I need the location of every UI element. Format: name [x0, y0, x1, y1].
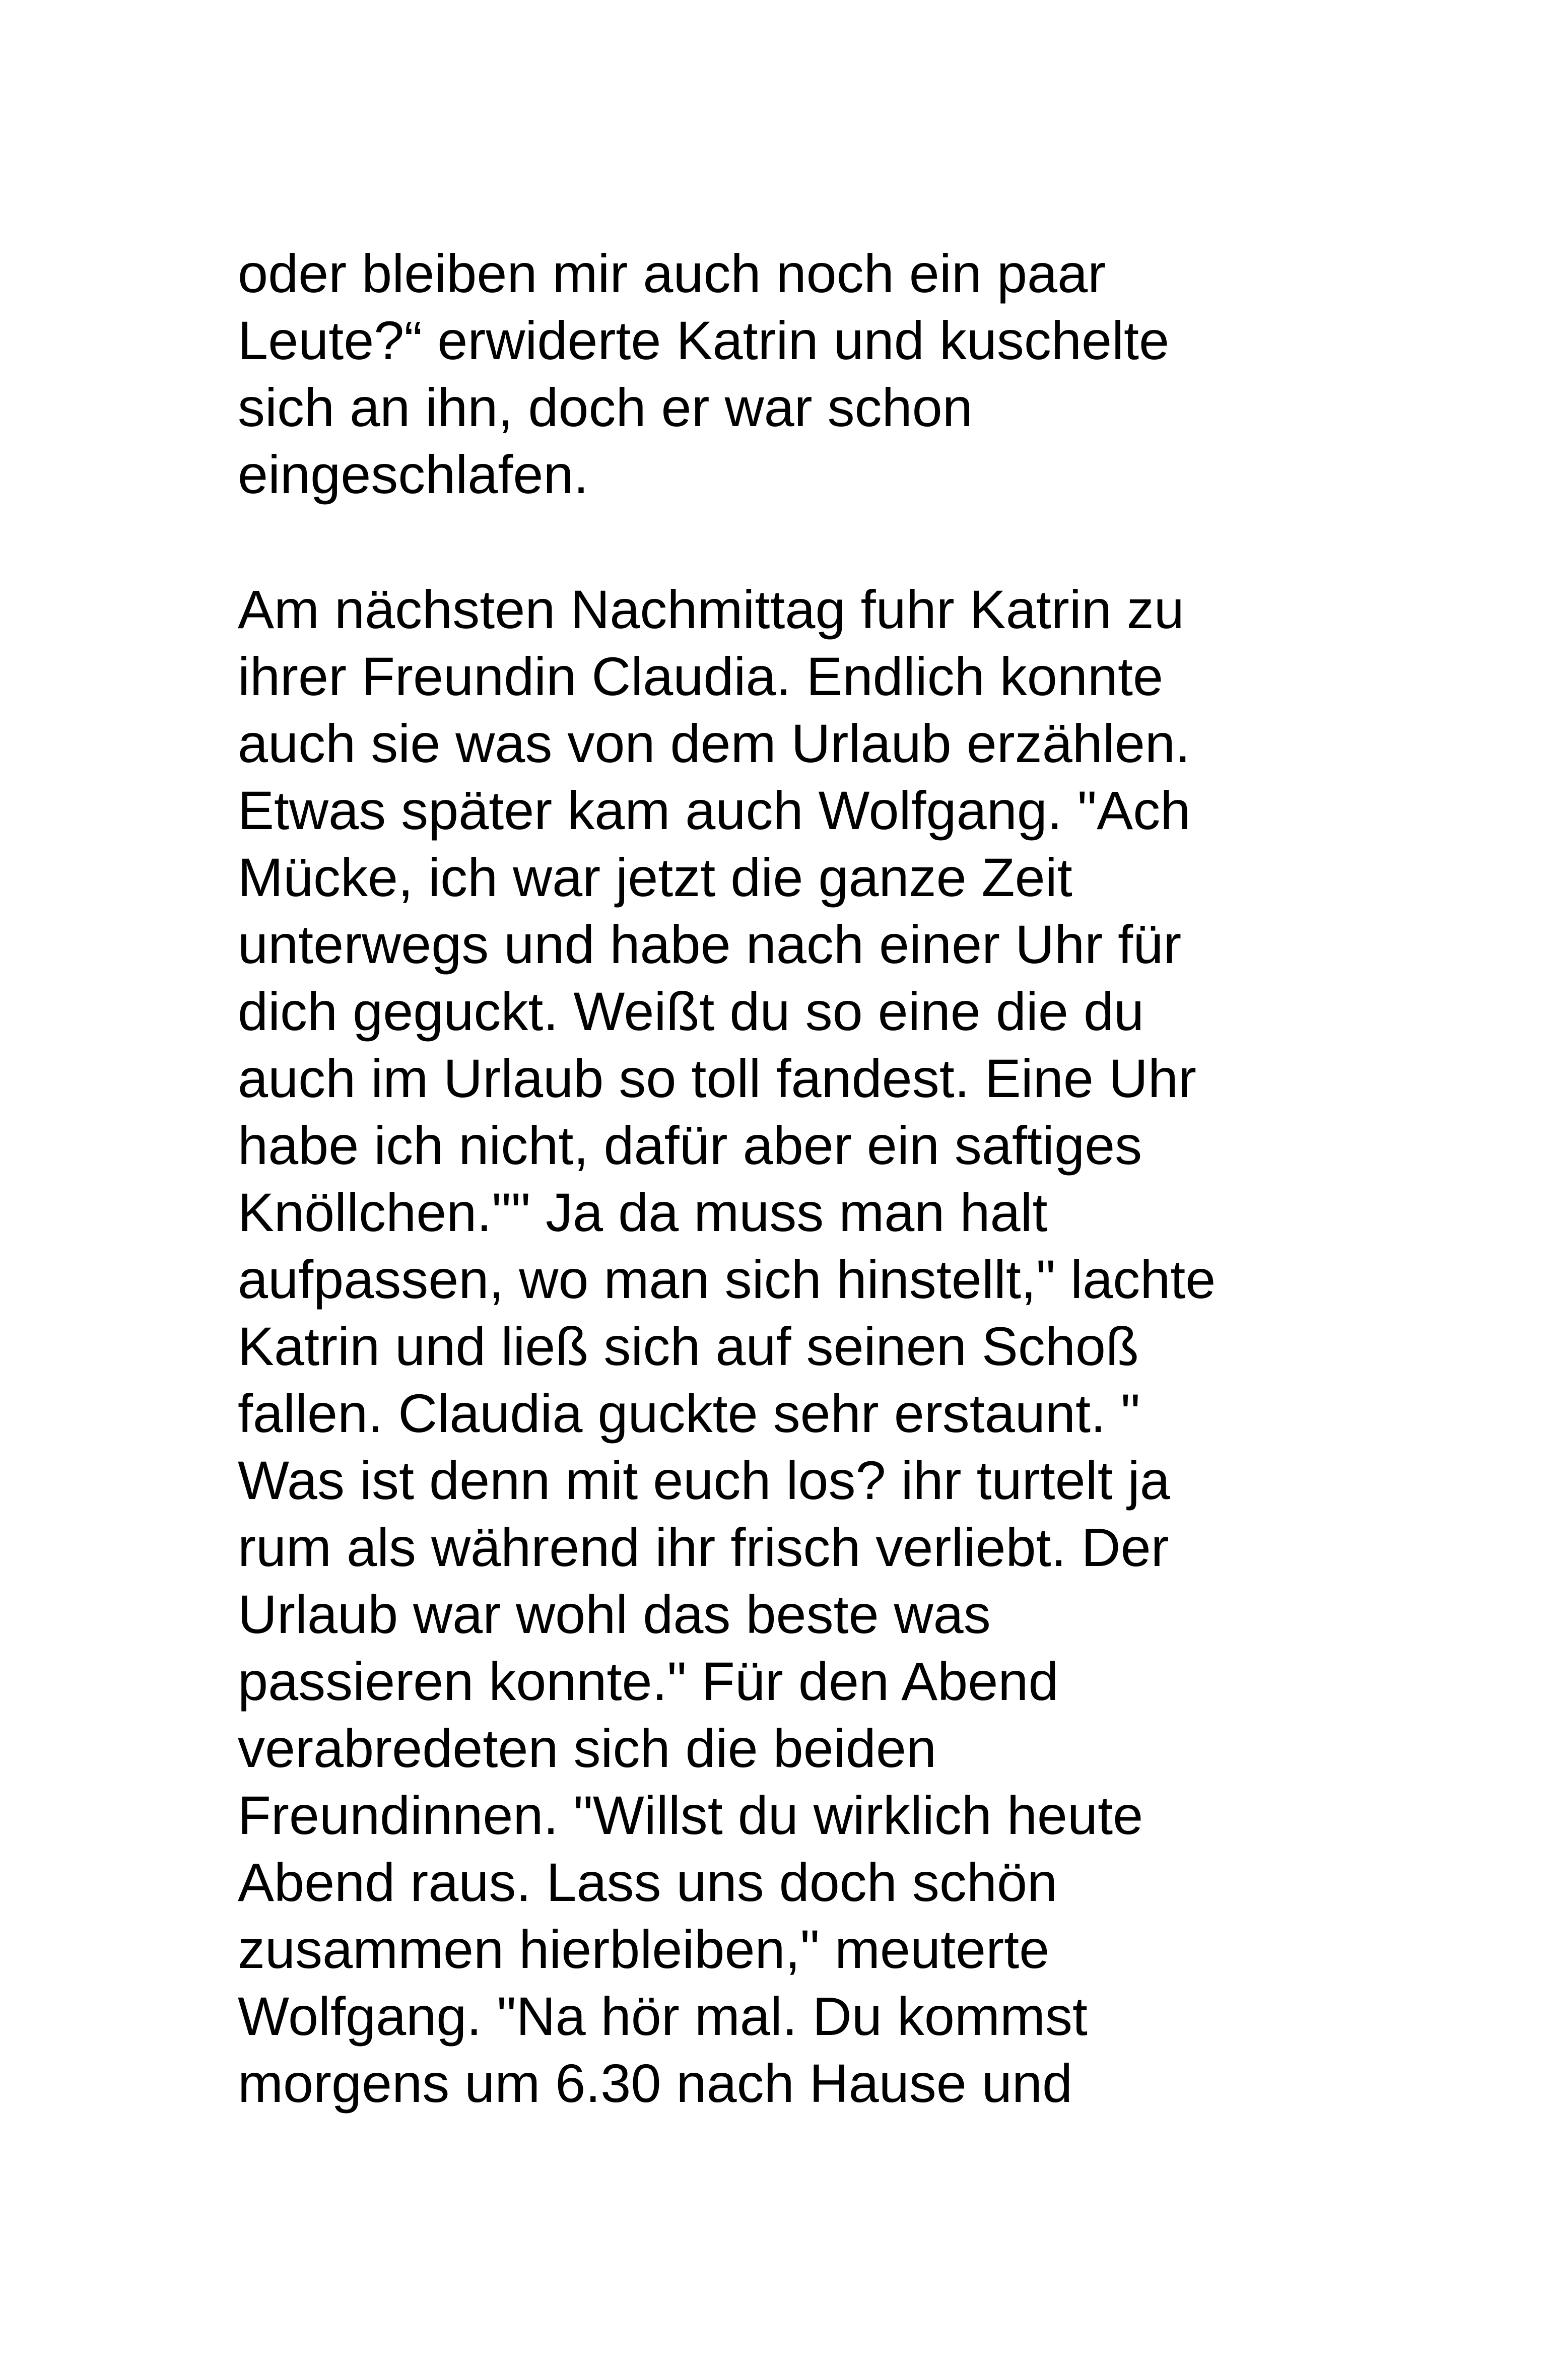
text-line: Leute?“ erwiderte Katrin und kuschelte [238, 310, 1170, 371]
text-line: unterwegs und habe nach einer Uhr für [238, 914, 1182, 975]
text-line: Abend raus. Lass uns doch schön [238, 1852, 1058, 1913]
text-line: Katrin und ließ sich auf seinen Schoß [238, 1316, 1139, 1377]
text-line: habe ich nicht, dafür aber ein saftiges [238, 1115, 1142, 1176]
text-line: eingeschlafen. [238, 444, 589, 505]
text-line: rum als während ihr frisch verliebt. Der [238, 1517, 1169, 1578]
text-line: Wolfgang. "Na hör mal. Du kommst [238, 1986, 1088, 2047]
text-line: oder bleiben mir auch noch ein paar [238, 243, 1106, 304]
text-line: Am nächsten Nachmittag fuhr Katrin zu [238, 579, 1184, 640]
text-line: Knöllchen."" Ja da muss man halt [238, 1182, 1048, 1243]
text-line: Etwas später kam auch Wolfgang. "Ach [238, 780, 1191, 841]
text-line: auch im Urlaub so toll fandest. Eine Uhr [238, 1048, 1196, 1109]
text-line: dich geguckt. Weißt du so eine die du [238, 981, 1144, 1042]
text-line: aufpassen, wo man sich hinstellt," lachte [238, 1249, 1216, 1310]
text-line: Urlaub war wohl das beste was [238, 1584, 991, 1645]
text-line: auch sie was von dem Urlaub erzählen. [238, 713, 1191, 774]
text-line: passieren konnte." Für den Abend [238, 1651, 1059, 1712]
text-line: sich an ihn, doch er war schon [238, 377, 973, 438]
text-line: ihrer Freundin Claudia. Endlich konnte [238, 646, 1164, 707]
text-line: verabredeten sich die beiden [238, 1718, 936, 1779]
text-line: Was ist denn mit euch los? ihr turtelt ja [238, 1450, 1170, 1511]
text-line: Freundinnen. "Willst du wirklich heute [238, 1785, 1143, 1846]
paragraph-1 [238, 240, 1346, 508]
paragraph-2 [238, 576, 1346, 2117]
text-line: zusammen hierbleiben," meuterte [238, 1919, 1050, 1980]
text-line: fallen. Claudia guckte sehr erstaunt. " [238, 1383, 1140, 1444]
text-line: Mücke, ich war jetzt die ganze Zeit [238, 847, 1072, 908]
text-line: morgens um 6.30 nach Hause und [238, 2053, 1073, 2114]
